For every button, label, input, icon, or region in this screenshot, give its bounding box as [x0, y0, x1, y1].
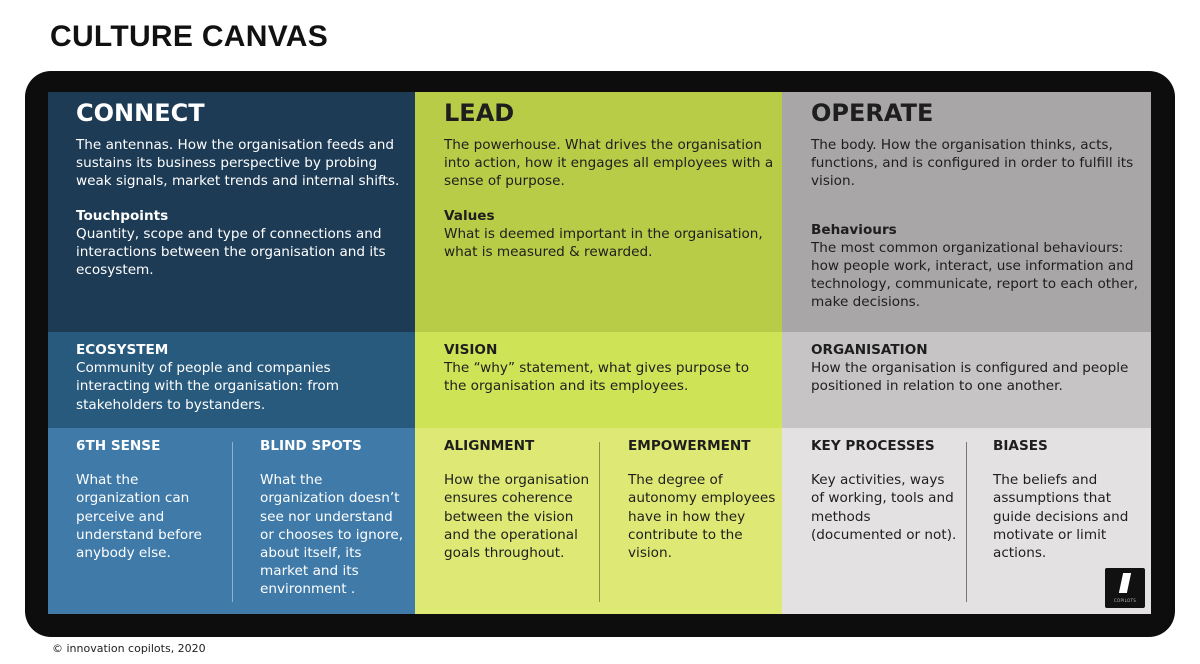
- organisation-cell: [782, 332, 1151, 428]
- connect-title: CONNECT: [76, 99, 205, 127]
- lead-top-cell: [415, 92, 782, 332]
- key-processes-block: [782, 428, 966, 614]
- sixth-sense-text: What the organization can perceive and understand before anybody else.: [76, 472, 202, 562]
- organisation-title: ORGANISATION: [811, 342, 928, 358]
- lead-title: LEAD: [444, 99, 515, 127]
- vision-title: VISION: [444, 342, 498, 358]
- connect-description: The antennas. How the organisation feeds and sustains its business perspective by probing weak signals, market trends and internal shifts.: [76, 137, 400, 190]
- biases-text: The beliefs and assumptions that guide decisions and motivate or limit actions.: [993, 472, 1129, 562]
- copyright-notice: © innovation copilots, 2020: [52, 642, 206, 655]
- biases-title: BIASES: [993, 438, 1048, 454]
- lead-description: The powerhouse. What drives the organisation into action, how it engages all employees with a sense of purpose.: [444, 137, 774, 190]
- connect-bottom-cell: [48, 428, 415, 614]
- alignment-block: [415, 428, 599, 614]
- values-title: Values: [444, 207, 495, 224]
- behaviours-title: Behaviours: [811, 221, 897, 238]
- alignment-title: ALIGNMENT: [444, 438, 535, 454]
- sixth-sense-block: [48, 428, 232, 614]
- canvas-grid: [48, 92, 1151, 614]
- copilots-logo: [1105, 568, 1145, 608]
- page-title: CULTURE CANVAS: [50, 20, 329, 53]
- ecosystem-cell: [48, 332, 415, 428]
- ecosystem-title: ECOSYSTEM: [76, 342, 169, 358]
- connect-top-cell: [48, 92, 415, 332]
- behaviours-text: The most common organizational behaviours: how people work, interact, use information and technology, communicate, report to each other, make decisions.: [811, 239, 1138, 311]
- key-processes-text: Key activities, ways of working, tools and methods (documented or not).: [811, 472, 957, 543]
- operate-bottom-cell: [782, 428, 1151, 614]
- sixth-sense-title: 6TH SENSE: [76, 438, 161, 454]
- operate-title: OPERATE: [811, 99, 934, 127]
- operate-top-cell: [782, 92, 1151, 332]
- empowerment-text: The degree of autonomy employees have in how they contribute to the vision.: [628, 472, 776, 562]
- empowerment-title: EMPOWERMENT: [628, 438, 751, 454]
- organisation-text: How the organisation is configured and people positioned in relation to one another.: [811, 360, 1129, 395]
- values-text: What is deemed important in the organisation, what is measured & rewarded.: [444, 225, 763, 261]
- ecosystem-text: Community of people and companies interacting with the organisation: from stakeholders to bystanders.: [76, 360, 339, 413]
- blind-spots-text: What the organization doesn’t see nor understand or chooses to ignore, about itself, its market and its environment .: [260, 472, 404, 598]
- lead-bottom-cell: [415, 428, 782, 614]
- vision-cell: [415, 332, 782, 428]
- empowerment-block: [599, 428, 782, 614]
- vision-text: The “why” statement, what gives purpose to the organisation and its employees.: [444, 360, 750, 395]
- blind-spots-block: [232, 428, 415, 614]
- touchpoints-text: Quantity, scope and type of connections and interactions between the organisation and its ecosystem.: [76, 225, 386, 279]
- key-processes-title: KEY PROCESSES: [811, 438, 935, 454]
- logo-mark-icon: [1119, 573, 1131, 593]
- blind-spots-title: BLIND SPOTS: [260, 438, 362, 454]
- logo-text: COPILOTS: [1113, 598, 1137, 603]
- alignment-text: How the organisation ensures coherence between the vision and the operational goals throughout.: [444, 472, 590, 562]
- operate-description: The body. How the organisation thinks, acts, functions, and is configured in order to fulfill its vision.: [811, 137, 1134, 190]
- touchpoints-title: Touchpoints: [76, 207, 169, 224]
